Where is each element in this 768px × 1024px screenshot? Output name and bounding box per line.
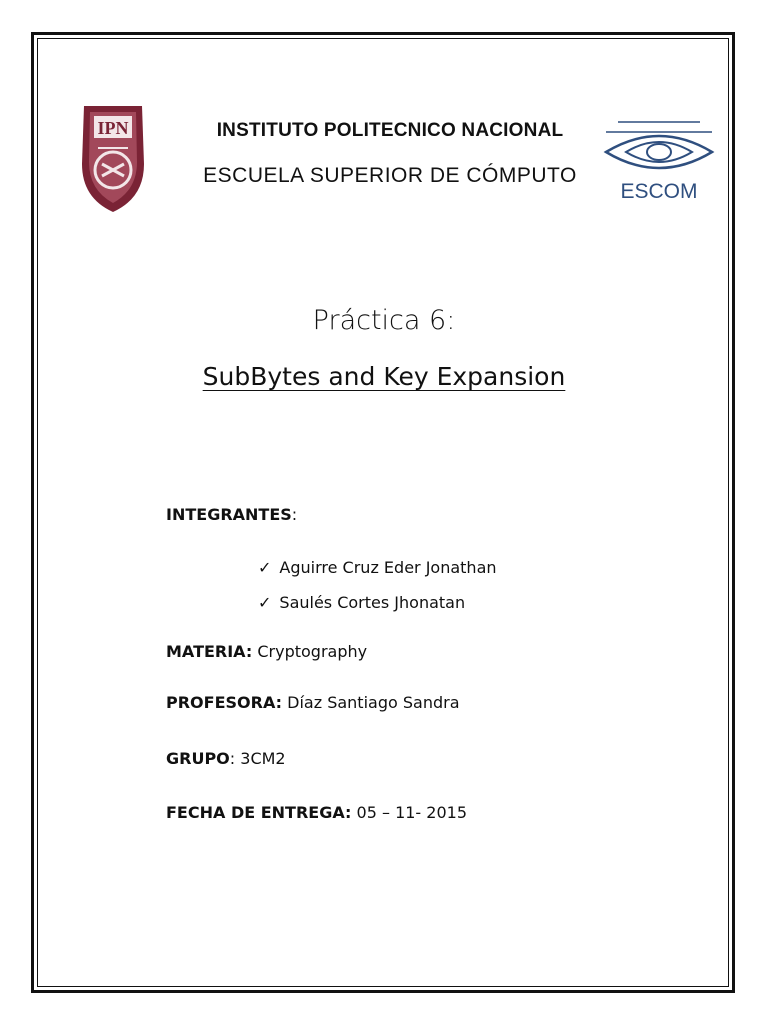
grupo-label: GRUPO [166,749,230,768]
list-item [258,593,465,612]
grupo-colon: : [229,749,236,768]
school-name: ESCUELA SUPERIOR DE CÓMPUTO [203,164,577,187]
fecha-colon: : [345,803,352,822]
member-name: Aguirre Cruz Eder Jonathan [279,558,497,577]
materia-value: Cryptography [257,642,368,661]
practice-subtitle: SubBytes and Key Expansion [202,362,566,391]
integrantes-row [166,505,297,524]
check-icon: ✓ [258,558,272,577]
profesora-value: Díaz Santiago Sandra [287,693,460,712]
practice-title: Práctica 6: [312,305,456,336]
ipn-logo-icon [74,102,152,214]
list-item [258,558,497,577]
fecha-row [166,803,467,822]
check-icon: ✓ [258,593,272,612]
ipn-logo-text: IPN [97,118,129,138]
escom-logo-icon [600,118,718,206]
escom-logo-text: ESCOM [620,180,698,203]
member-name: Saulés Cortes Jhonatan [279,593,466,612]
profesora-colon: : [275,693,283,712]
integrantes-colon: : [291,505,298,524]
profesora-label: PROFESORA [166,693,276,712]
fecha-value: 05 – 11- 2015 [356,803,467,822]
fecha-label: FECHA DE ENTREGA [166,803,346,822]
materia-row [166,642,367,661]
materia-colon: : [245,642,253,661]
materia-label: MATERIA [166,642,246,661]
integrantes-label: INTEGRANTES [166,505,292,524]
profesora-row [166,693,460,712]
grupo-value: 3CM2 [240,749,286,768]
institution-name: INSTITUTO POLITECNICO NACIONAL [216,120,564,141]
grupo-row [166,749,286,768]
